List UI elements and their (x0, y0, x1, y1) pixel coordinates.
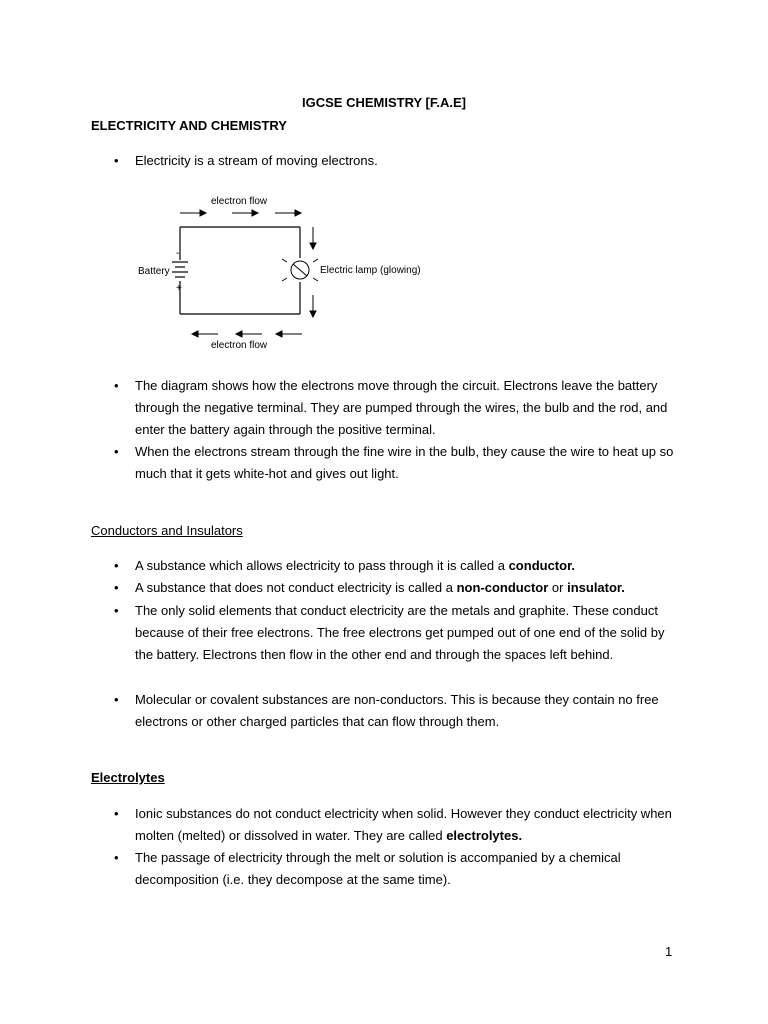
bullet-icon: • (114, 603, 119, 618)
bullet-icon: • (114, 692, 119, 707)
battery-icon (172, 262, 188, 277)
diagram-bottom-label: electron flow (211, 340, 268, 351)
lamp-label: Electric lamp (glowing) (320, 265, 421, 276)
circuit-diagram (130, 190, 460, 360)
section-heading: ELECTRICITY AND CHEMISTRY (91, 118, 287, 133)
bullet-icon: • (114, 558, 119, 573)
bullet-text: The only solid elements that conduct electricity are the metals and graphite. These conduct because of their free electrons. The free electrons get pumped out of one end of the solid by the battery. Electrons then flow in the other end and through the spaces left behind. (135, 603, 665, 662)
bullet-icon: • (114, 850, 119, 865)
bullet-icon: • (114, 153, 119, 168)
bullet-text: Ionic substances do not conduct electricity when solid. However they conduct electricity when molten (melted) or dissolved in water. They are called electrolytes. (135, 806, 672, 843)
positive-sign: + (176, 283, 182, 294)
bullet-text: A substance which allows electricity to pass through it is called a conductor. (135, 558, 576, 573)
battery-label: Battery (138, 266, 170, 277)
top-arrows (180, 210, 301, 216)
diagram-top-label: electron flow (211, 196, 268, 207)
term-insulator: insulator. (567, 580, 625, 595)
lamp-icon (282, 253, 318, 287)
conductors-heading: Conductors and Insulators (91, 523, 243, 538)
bullet-text: When the electrons stream through the fine wire in the bulb, they cause the wire to heat up so much that it gets white-hot and gives out light. (135, 444, 674, 481)
bottom-arrows (192, 331, 302, 337)
bullet-icon: • (114, 580, 119, 595)
right-arrows (310, 227, 316, 317)
circuit-wire (180, 227, 300, 314)
bullet-text: The diagram shows how the electrons move through the circuit. Electrons leave the battery through the negative terminal. They are pumped through the wires, the bulb and the rod, and enter the battery again through the positive terminal. (135, 378, 668, 437)
term-non-conductor: non-conductor (456, 580, 549, 595)
bullet-text: Electricity is a stream of moving electrons. (135, 153, 378, 168)
bullet-text: A substance that does not conduct electricity is called a non-conductor or insulator. (135, 580, 625, 595)
bullet-icon: • (114, 806, 119, 821)
term-electrolytes: electrolytes. (446, 828, 523, 843)
term-conductor: conductor. (508, 558, 576, 573)
document-title: IGCSE CHEMISTRY [F.A.E] (302, 95, 466, 110)
bullet-text: Molecular or covalent substances are non-conductors. This is because they contain no free electrons or other charged particles that can flow through them. (135, 692, 659, 729)
negative-sign: - (176, 248, 180, 259)
bullet-icon: • (114, 444, 119, 459)
page-number: 1 (665, 944, 673, 959)
electrolytes-heading: Electrolytes (91, 770, 165, 785)
bullet-text: The passage of electricity through the melt or solution is accompanied by a chemical decomposition (i.e. they decompose at the same time). (135, 850, 621, 887)
bullet-icon: • (114, 378, 119, 393)
